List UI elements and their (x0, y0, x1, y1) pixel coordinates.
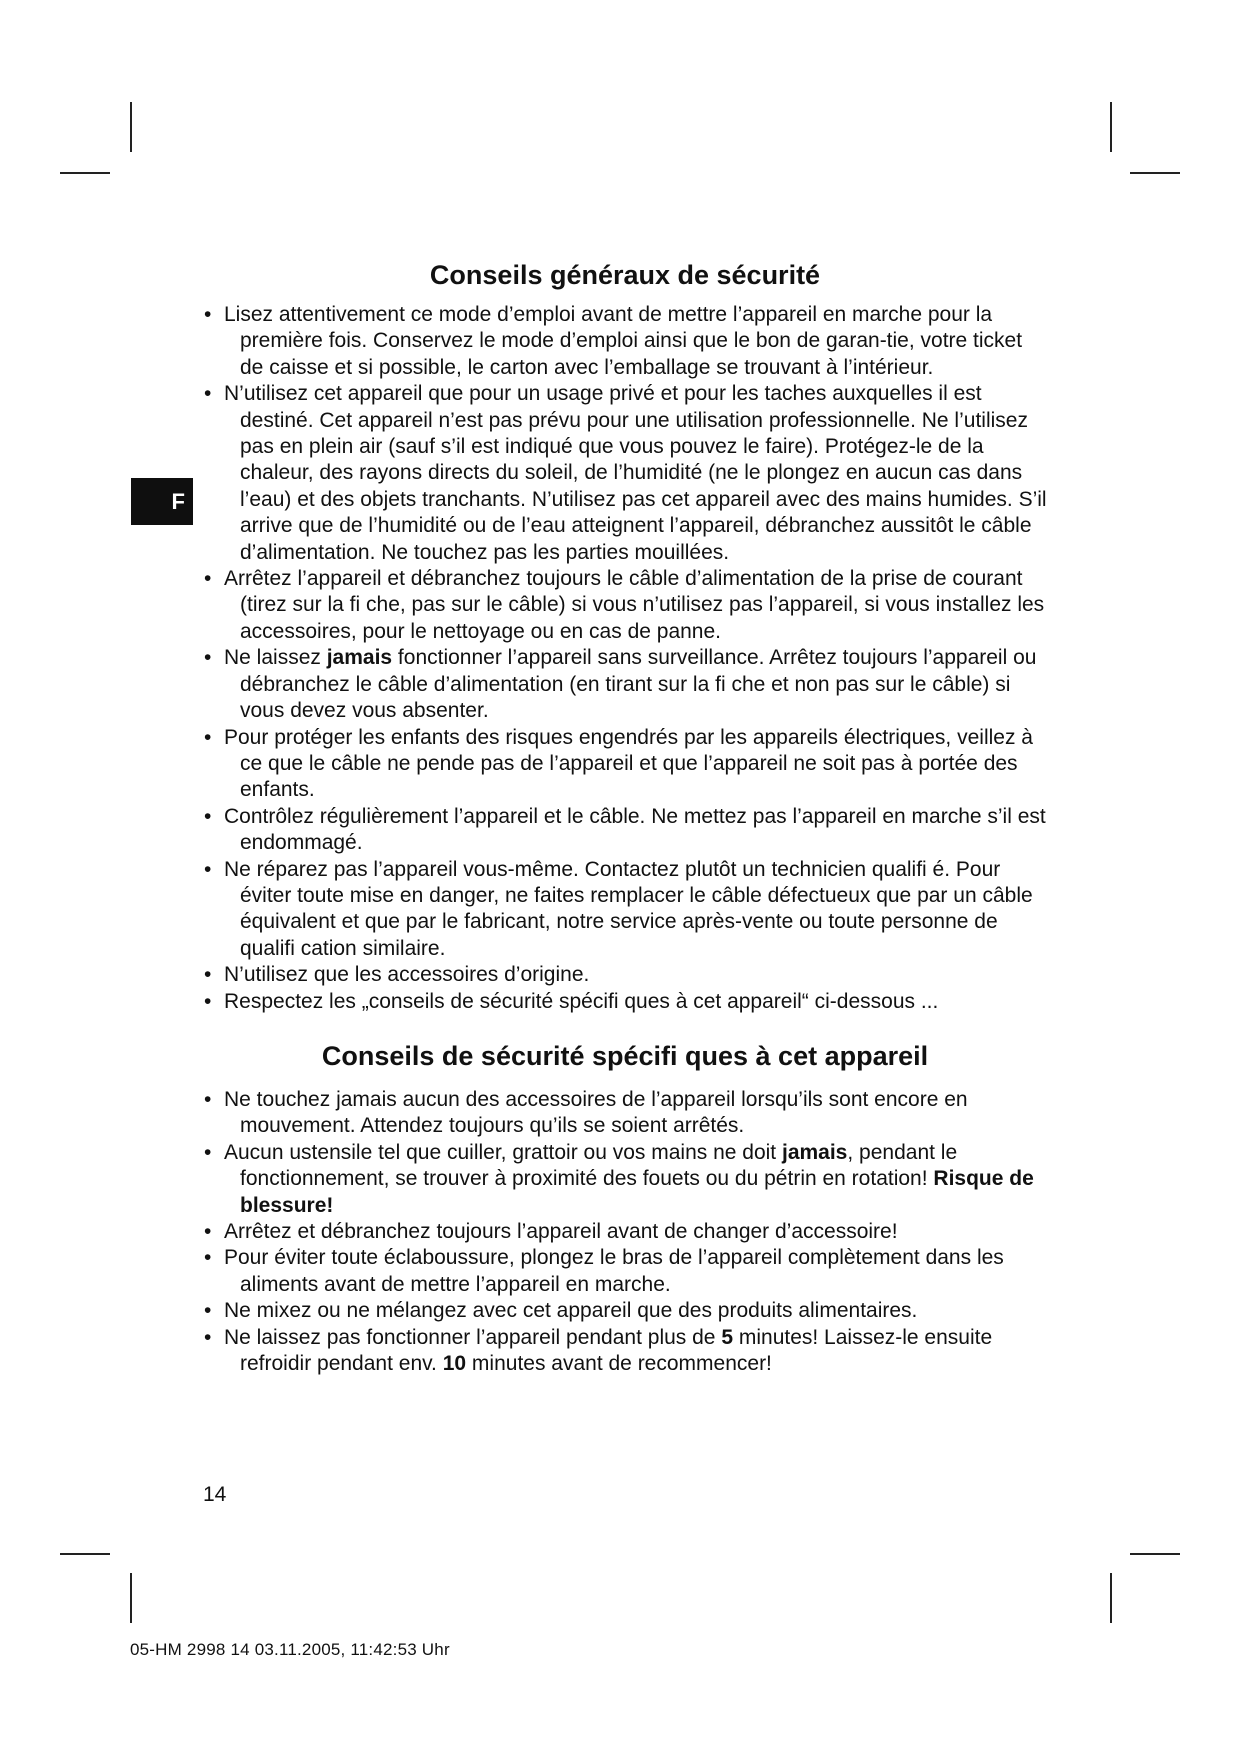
crop-mark (1130, 172, 1180, 174)
emphasis: 5 (721, 1325, 734, 1349)
list-item: • Lisez attentivement ce mode d’emploi avant de mettre l’appareil en marche pour la première fois. Conservez le mode d’emploi ainsi que le bon de garan-tie, votre ticket de caisse et si possible, le carton avec l’emballage se trouvant à l’intérieur. (200, 302, 1050, 381)
list-item-text: Ne laissez (224, 646, 327, 670)
language-tab: F (131, 478, 193, 525)
list-item-text: , pendant le fonctionnement, se trouver à proximité des fouets ou du pétrin en rotation! (240, 1140, 958, 1191)
page-number: 14 (203, 1483, 227, 1506)
section-title-specific-safety: Conseils de sécurité spécifi ques à cet appareil (321, 1040, 929, 1071)
crop-mark (1130, 1553, 1180, 1555)
emphasis: jamais (781, 1140, 848, 1164)
list-item: • Arrêtez l’appareil et débranchez toujours le câble d’alimentation de la prise de courant (tirez sur la fi che, pas sur le câble) si vous n’utilisez pas l’appareil, si vous installez les accessoires, pour le nettoyage ou en cas de panne. (200, 566, 1050, 645)
crop-mark (130, 1573, 132, 1623)
warning-text: Risque de blessure! (240, 1167, 1034, 1217)
section-title-general-safety: Conseils généraux de sécurité (429, 260, 821, 290)
list-item: • Pour éviter toute éclaboussure, plongez le bras de l’appareil complètement dans les aliments avant de mettre l’appareil en marche. (200, 1245, 1050, 1298)
list-item: • Contrôlez régulièrement l’appareil et le câble. Ne mettez pas l’appareil en marche s’il est endommagé. (200, 804, 1050, 857)
emphasis: 10 (442, 1352, 467, 1376)
list-item: • N’utilisez cet appareil que pour un usage privé et pour les taches auxquelles il est destiné. Cet appareil n’est pas prévu pour une utilisation professionnelle. Ne l’utilisez pas en plein air (sauf s’il est indiqué que vous pouvez le faire). Protégez-le de la chaleur, des rayons directs du soleil, de l’humidité (ne le plongez en aucun cas dans l’eau) et des objets tranchants. N’utilisez pas cet appareil avec des mains humides. S’il arrive que de l’humidité ou de l’eau atteignent l’appareil, débranchez aussitôt le câble d’alimentation. Ne touchez pas les parties mouillées. (200, 381, 1050, 566)
list-item: • Arrêtez et débranchez toujours l’appareil avant de changer d’accessoire! (200, 1219, 1050, 1245)
list-item: • Respectez les „conseils de sécurité spécifi ques à cet appareil“ ci-dessous ... (200, 989, 1050, 1015)
crop-mark (1110, 102, 1112, 152)
list-item-text: Aucun ustensile tel que cuiller, grattoir ou vos mains ne doit (224, 1140, 782, 1164)
list-item: • Ne touchez jamais aucun des accessoires de l’appareil lorsqu’ils sont encore en mouvement. Attendez toujours qu’ils se soient arrêtés. (200, 1087, 1050, 1140)
list-item-text: Ne laissez pas fonctionner l’appareil pendant plus de (224, 1325, 722, 1349)
crop-mark (1110, 1573, 1112, 1623)
page-content (200, 258, 1050, 1377)
list-item (200, 1325, 1050, 1378)
crop-mark (60, 172, 110, 174)
crop-mark (60, 1553, 110, 1555)
general-safety-list (200, 302, 1050, 1015)
list-item: • Pour protéger les enfants des risques engendrés par les appareils électriques, veillez à ce que le câble ne pende pas de l’appareil et que l’appareil ne soit pas à portée des enfants. (200, 725, 1050, 804)
list-item: • N’utilisez que les accessoires d’origine. (200, 962, 1050, 988)
list-item-text: minutes! Laissez-le ensuite refroidir pendant env. (240, 1325, 993, 1376)
list-item-text: minutes avant de recommencer! (466, 1352, 772, 1376)
emphasis: jamais (326, 646, 393, 670)
list-item-text: fonctionner l’appareil sans surveillance. Arrêtez toujours l’appareil ou débranchez le câble d’alimentation (en tirant sur la fi che et non pas sur le câble) si vous devez vous absenter. (240, 646, 1037, 723)
list-item (200, 645, 1050, 724)
list-item (200, 1140, 1050, 1219)
specific-safety-list (200, 1087, 1050, 1377)
list-item: • Ne mixez ou ne mélangez avec cet appareil que des produits alimentaires. (200, 1298, 1050, 1324)
list-item: • Ne réparez pas l’appareil vous-même. Contactez plutôt un technicien qualifi é. Pour éviter toute mise en danger, ne faites remplacer le câble défectueux que par un câble équivalent et que par le fabricant, notre service après-vente ou toute personne de qualifi cation similaire. (200, 857, 1050, 963)
print-footer: 05-HM 2998 14 03.11.2005, 11:42:53 Uhr (130, 1640, 450, 1659)
crop-mark (130, 102, 132, 152)
